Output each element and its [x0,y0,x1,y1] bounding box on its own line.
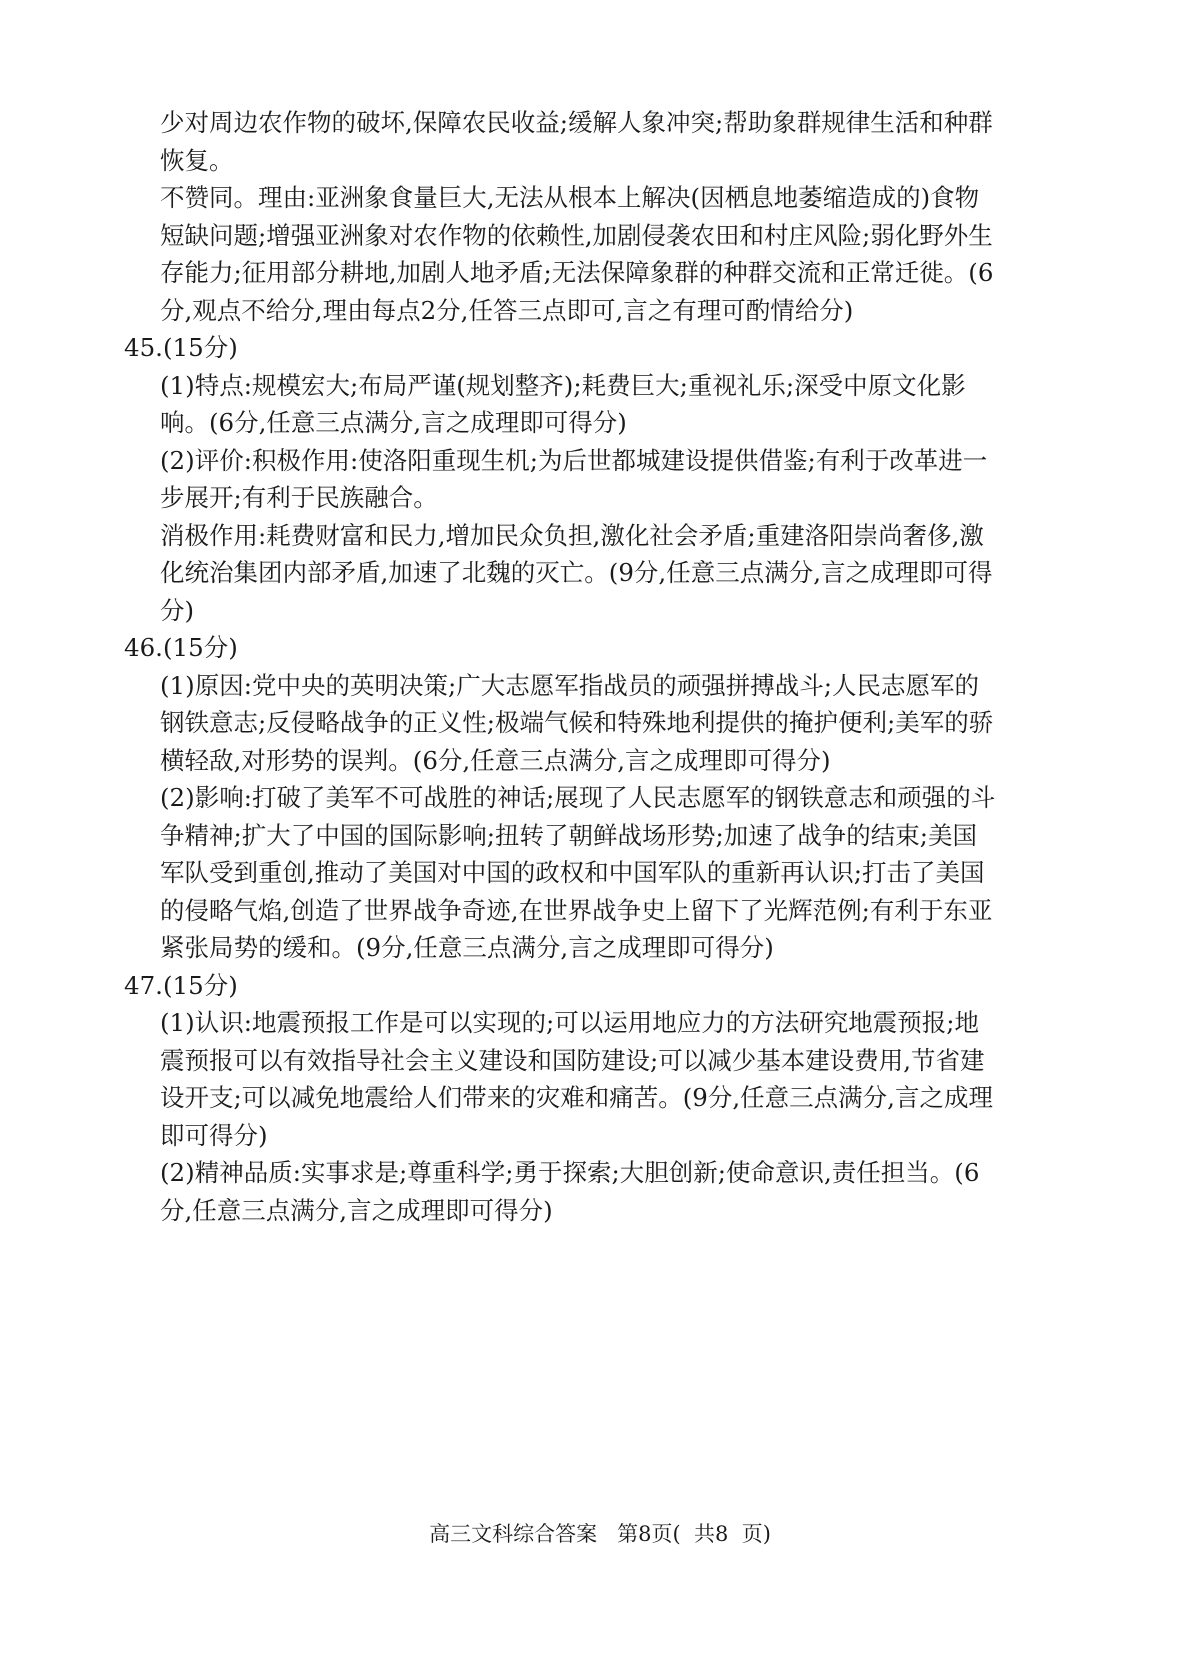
text-line: 短缺问题;增强亚洲象对农作物的依赖性,加剧侵袭农田和村庄风险;弱化野外生 [160,220,993,250]
answer-44-continuation [124,104,1084,329]
text-line: 设开支;可以减免地震给人们带来的灾难和痛苦。(9分,任意三点满分,言之成理 [160,1083,993,1112]
text-line: (2)评价:积极作用:使洛阳重现生机;为后世都城建设提供借鉴;有利于改革进一 [160,445,988,475]
text-line: 紧张局势的缓和。(9分,任意三点满分,言之成理即可得分) [160,933,774,962]
text-line: 的侵略气焰,创造了世界战争奇迹,在世界战争史上留下了光辉范例;有利于东亚 [160,895,993,925]
answer-key-body [124,104,1084,1229]
text-line: 钢铁意志;反侵略战争的正义性;极端气候和特殊地利提供的掩护便利;美军的骄 [160,708,994,737]
question-header: 47.(15分) [124,970,238,1000]
question-header: 46.(15分) [124,633,238,662]
question-header: 45.(15分) [124,333,238,362]
text-line: 消极作用:耗费财富和民力,增加民众负担,激化社会矛盾;重建洛阳崇尚奢侈,激 [160,520,984,550]
text-line: 震预报可以有效指导社会主义建设和国防建设;可以减少基本建设费用,节省建 [160,1045,985,1075]
text-line: 存能力;征用部分耕地,加剧人地矛盾;无法保障象群的种群交流和正常迁徙。(6 [160,258,994,287]
question-46 [124,629,1084,967]
text-line: 化统治集团内部矛盾,加速了北魏的灭亡。(9分,任意三点满分,言之成理即可得 [160,558,993,587]
text-line: 横轻敌,对形势的误判。(6分,任意三点满分,言之成理即可得分) [160,745,831,775]
text-line: (1)原因:党中央的英明决策;广大志愿军指战员的顽强拼搏战斗;人民志愿军的 [160,670,979,700]
text-line: 分,观点不给分,理由每点2分,任答三点即可,言之有理可酌情给分) [160,295,854,325]
text-line: 争精神;扩大了中国的国际影响;扭转了朝鲜战场形势;加速了战争的结束;美国 [160,820,978,850]
text-line: 少对周边农作物的破坏,保障农民收益;缓解人象冲突;帮助象群规律生活和种群 [160,108,993,137]
text-line: 即可得分) [160,1120,268,1150]
text-line: 响。(6分,任意三点满分,言之成理即可得分) [160,408,627,437]
text-line: (1)认识:地震预报工作是可以实现的;可以运用地应力的方法研究地震预报;地 [160,1008,979,1037]
text-line: (2)精神品质:实事求是;尊重科学;勇于探索;大胆创新;使命意识,责任担当。(6 [160,1158,980,1187]
text-line: 分,任意三点满分,言之成理即可得分) [160,1195,553,1225]
text-line: (1)特点:规模宏大;布局严谨(规划整齐);耗费巨大;重视礼乐;深受中原文化影 [160,370,966,400]
question-45 [124,329,1084,629]
text-line: 分) [160,595,195,625]
question-47 [124,967,1084,1230]
text-line: 不赞同。理由:亚洲象食量巨大,无法从根本上解决(因栖息地萎缩造成的)食物 [160,183,980,212]
text-line: (2)影响:打破了美军不可战胜的神话;展现了人民志愿军的钢铁意志和顽强的斗 [160,783,996,812]
page-footer: 高三文科综合答案 第8页( 共8 页) [429,1522,771,1546]
text-line: 军队受到重创,推动了美国对中国的政权和中国军队的重新再认识;打击了美国 [160,858,985,887]
text-line: 步展开;有利于民族融合。 [160,483,438,512]
text-line: 恢复。 [160,145,234,175]
